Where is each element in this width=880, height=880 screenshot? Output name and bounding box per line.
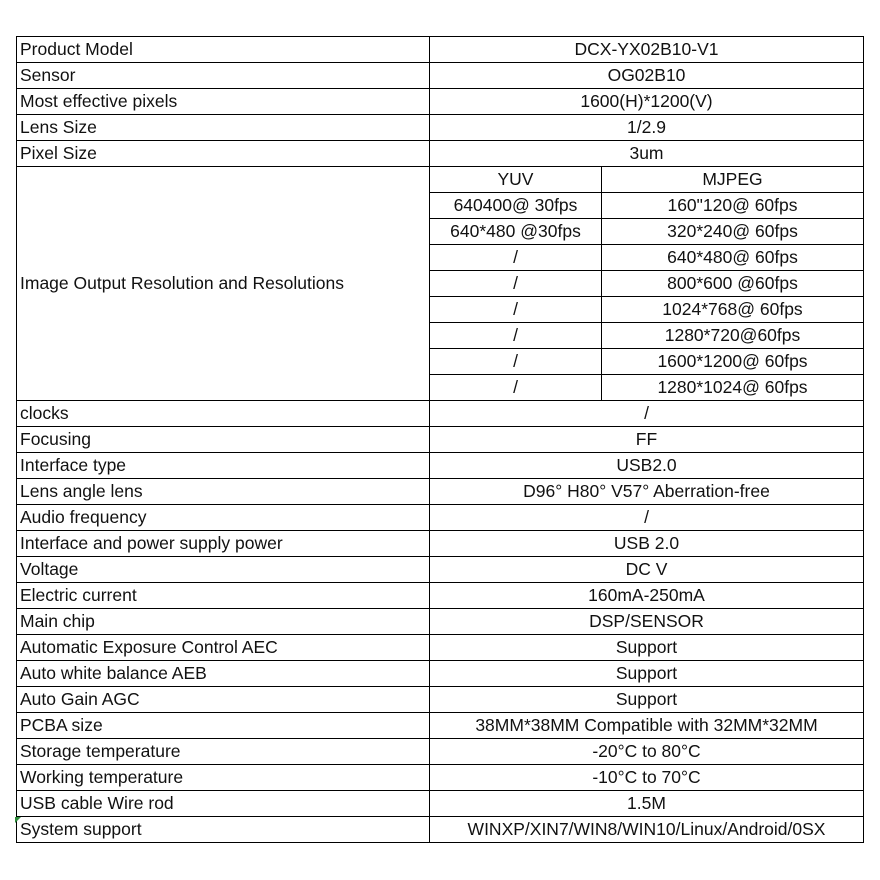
spec-value: -20°C to 80°C	[430, 739, 864, 765]
spec-value: 1600(H)*1200(V)	[430, 89, 864, 115]
spec-label: Voltage	[17, 557, 430, 583]
spec-value: DCX-YX02B10-V1	[430, 37, 864, 63]
spec-label: Lens Size	[17, 115, 430, 141]
spec-label: Auto white balance AEB	[17, 661, 430, 687]
yuv-header: YUV	[430, 167, 602, 193]
spec-label: Sensor	[17, 63, 430, 89]
spec-value: 3um	[430, 141, 864, 167]
mjpeg-cell: 320*240@ 60fps	[602, 219, 864, 245]
table-row	[17, 661, 864, 687]
spec-value: Support	[430, 635, 864, 661]
spec-value: Support	[430, 687, 864, 713]
mjpeg-cell: 1600*1200@ 60fps	[602, 349, 864, 375]
spec-value: DSP/SENSOR	[430, 609, 864, 635]
spec-value: FF	[430, 427, 864, 453]
table-row	[17, 609, 864, 635]
table-row	[17, 739, 864, 765]
spec-label: Audio frequency	[17, 505, 430, 531]
table-row	[17, 635, 864, 661]
mjpeg-cell: 1280*1024@ 60fps	[602, 375, 864, 401]
yuv-cell: /	[430, 323, 602, 349]
table-row	[17, 37, 864, 63]
spec-label: Focusing	[17, 427, 430, 453]
yuv-cell: /	[430, 349, 602, 375]
spec-value: /	[430, 401, 864, 427]
spec-value: USB 2.0	[430, 531, 864, 557]
spec-label: Interface type	[17, 453, 430, 479]
table-row	[17, 427, 864, 453]
table-row	[17, 505, 864, 531]
spec-value: 1/2.9	[430, 115, 864, 141]
table-row	[17, 479, 864, 505]
table-row	[17, 63, 864, 89]
table-row	[17, 791, 864, 817]
spec-value: 160mA-250mA	[430, 583, 864, 609]
spec-table	[16, 36, 864, 843]
mjpeg-cell: 640*480@ 60fps	[602, 245, 864, 271]
spec-label: Most effective pixels	[17, 89, 430, 115]
yuv-cell: 640*480 @30fps	[430, 219, 602, 245]
table-row	[17, 557, 864, 583]
spec-label: Working temperature	[17, 765, 430, 791]
table-row	[17, 713, 864, 739]
table-row	[17, 817, 864, 843]
spec-value: USB2.0	[430, 453, 864, 479]
mjpeg-header: MJPEG	[602, 167, 864, 193]
spec-value: /	[430, 505, 864, 531]
spec-label: System support	[17, 817, 430, 843]
spec-label: Lens angle lens	[17, 479, 430, 505]
table-row	[17, 89, 864, 115]
spec-label: Interface and power supply power	[17, 531, 430, 557]
yuv-cell: /	[430, 271, 602, 297]
yuv-cell: /	[430, 375, 602, 401]
spec-value: 1.5M	[430, 791, 864, 817]
mjpeg-cell: 160"120@ 60fps	[602, 193, 864, 219]
table-row	[17, 531, 864, 557]
spec-label: Pixel Size	[17, 141, 430, 167]
mjpeg-cell: 800*600 @60fps	[602, 271, 864, 297]
table-row	[17, 453, 864, 479]
spec-label: Automatic Exposure Control AEC	[17, 635, 430, 661]
spec-value: 38MM*38MM Compatible with 32MM*32MM	[430, 713, 864, 739]
spec-label: clocks	[17, 401, 430, 427]
spec-label: Storage temperature	[17, 739, 430, 765]
spec-value: DC V	[430, 557, 864, 583]
spec-value: Support	[430, 661, 864, 687]
yuv-cell: /	[430, 245, 602, 271]
spec-label: Electric current	[17, 583, 430, 609]
table-row	[17, 401, 864, 427]
cell-corner-marker	[15, 817, 21, 823]
table-row	[17, 115, 864, 141]
table-row	[17, 765, 864, 791]
yuv-cell: 640400@ 30fps	[430, 193, 602, 219]
table-row	[17, 141, 864, 167]
spec-value: -10°C to 70°C	[430, 765, 864, 791]
spec-label: Product Model	[17, 37, 430, 63]
spec-value: WINXP/XIN7/WIN8/WIN10/Linux/Android/0SX	[430, 817, 864, 843]
spec-label: USB cable Wire rod	[17, 791, 430, 817]
spec-label: Main chip	[17, 609, 430, 635]
table-row	[17, 167, 864, 193]
table-row	[17, 583, 864, 609]
spec-label: Auto Gain AGC	[17, 687, 430, 713]
mjpeg-cell: 1024*768@ 60fps	[602, 297, 864, 323]
yuv-cell: /	[430, 297, 602, 323]
table-row	[17, 687, 864, 713]
mjpeg-cell: 1280*720@60fps	[602, 323, 864, 349]
spec-value: OG02B10	[430, 63, 864, 89]
spec-value: D96° H80° V57° Aberration-free	[430, 479, 864, 505]
resolution-group-label: Image Output Resolution and Resolutions	[17, 167, 430, 401]
spec-label: PCBA size	[17, 713, 430, 739]
